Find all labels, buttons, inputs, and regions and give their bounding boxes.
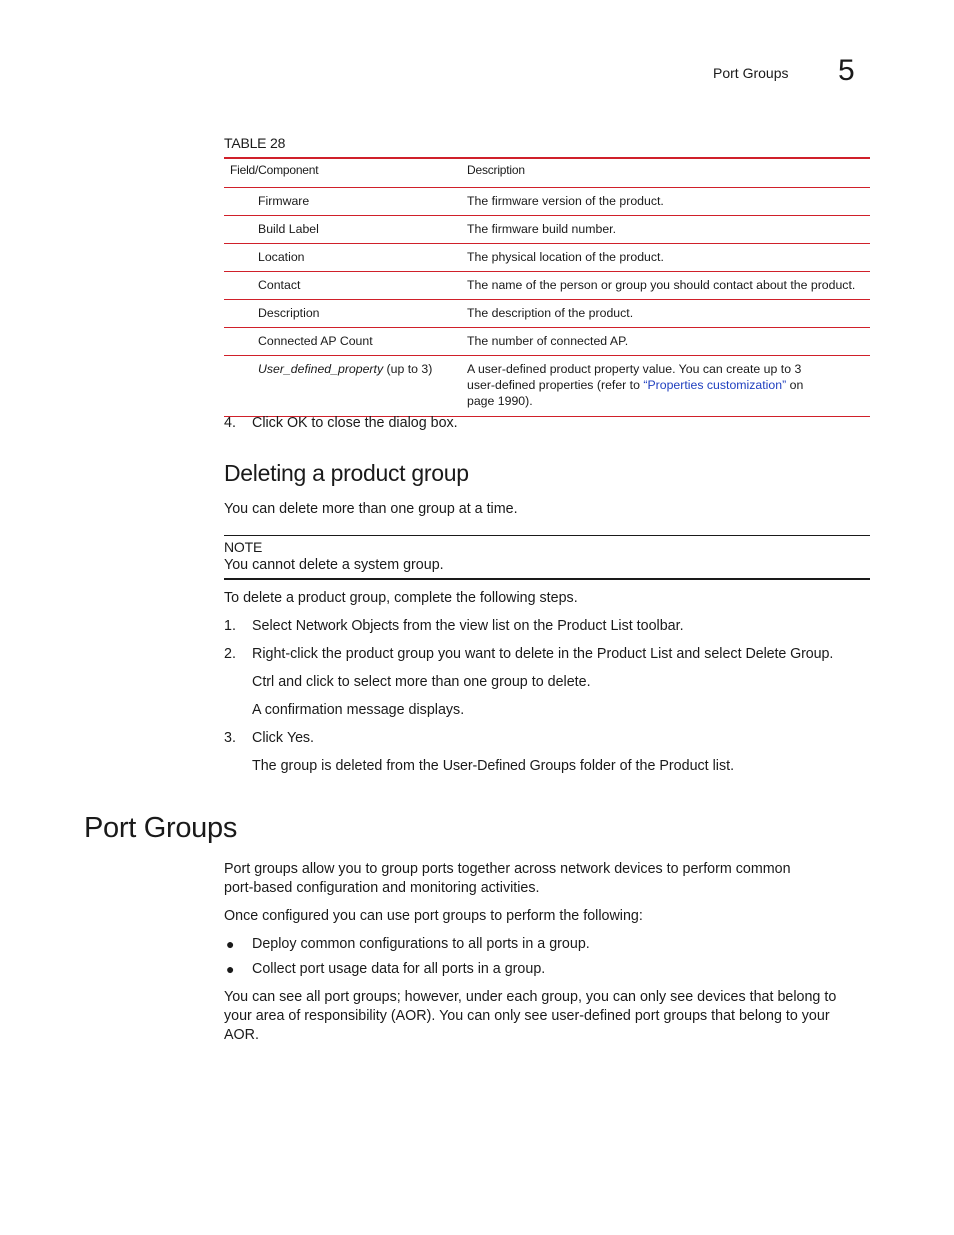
table-row [224, 328, 870, 356]
step-text [252, 729, 314, 748]
step-number: 3. [224, 730, 236, 746]
running-header-section: Port Groups [713, 65, 789, 81]
description-cell: The firmware version of the product. [461, 188, 870, 216]
bullet-icon: ● [226, 961, 235, 977]
paragraph-line: You can see all port groups; however, under each group, you can only see devices that belong to [224, 989, 837, 1005]
step-text-part: Select [252, 618, 296, 634]
field-cell: Description [224, 300, 461, 328]
step-text-part: from the view list on the Product List toolbar. [399, 618, 684, 634]
description-cell: The number of connected AP. [461, 328, 870, 356]
paragraph-line: port-based configuration and monitoring activities. [224, 880, 540, 896]
note-label: NOTE [224, 539, 263, 555]
table-caption: TABLE 28 [224, 135, 286, 151]
chapter-number: 5 [838, 54, 855, 87]
user-defined-groups-ui-label: User-Defined Groups [442, 758, 576, 774]
step-text-part: . [829, 646, 834, 662]
table-header-row [224, 158, 870, 188]
description-text: on [786, 378, 804, 392]
yes-ui-label: Yes [286, 730, 310, 746]
field-cell: Build Label [224, 216, 461, 244]
step-number: 2. [224, 646, 236, 662]
field-italic-text: User_defined_property [258, 362, 384, 376]
properties-customization-link[interactable]: “Properties customization” [643, 378, 787, 392]
delete-step-2-result: A confirmation message displays. [252, 702, 465, 718]
table-row [224, 300, 870, 328]
step-text-part: Right-click the product group you want to delete in the Product List and select [252, 646, 746, 662]
section-heading-port-groups: Port Groups [84, 812, 238, 844]
step-number: 4. [224, 415, 236, 431]
table-row [224, 356, 870, 417]
bullet-text: Deploy common configurations to all ports in a group. [252, 936, 590, 952]
properties-table [224, 157, 870, 417]
step-text [252, 645, 833, 664]
delete-step-2-note: Ctrl and click to select more than one group to delete. [252, 674, 591, 690]
bullet-icon: ● [226, 936, 235, 952]
ok-ui-label: OK [286, 415, 308, 431]
description-line: page 1990). [467, 394, 533, 408]
description-cell [461, 356, 870, 417]
step-text-part: folder of the Product list. [575, 758, 735, 774]
column-header-field: Field/Component [224, 158, 461, 188]
delete-step-3-result [252, 757, 734, 776]
paragraph-line: Port groups allow you to group ports together across network devices to perform common [224, 861, 791, 877]
step-number: 1. [224, 618, 236, 634]
paragraph-line: AOR. [224, 1027, 259, 1043]
port-groups-paragraph-2: Once configured you can use port groups to perform the following: [224, 908, 643, 924]
description-cell: The description of the product. [461, 300, 870, 328]
delete-lead: To delete a product group, complete the following steps. [224, 590, 578, 606]
step-text-part: . [309, 730, 314, 746]
delete-intro: You can delete more than one group at a time. [224, 501, 518, 517]
port-groups-paragraph-3 [224, 988, 836, 1045]
field-cell: Firmware [224, 188, 461, 216]
description-line: A user-defined product property value. You can create up to 3 [467, 362, 802, 376]
port-groups-paragraph-1 [224, 860, 791, 898]
column-header-description: Description [461, 158, 870, 188]
note-text: You cannot delete a system group. [224, 557, 444, 573]
table-row [224, 216, 870, 244]
description-text: user-defined properties (refer to [467, 378, 644, 392]
field-suffix-text: (up to 3) [383, 362, 433, 376]
step-text-part: Click [252, 415, 287, 431]
description-line [467, 377, 864, 393]
description-cell: The name of the person or group you should contact about the product. [461, 272, 870, 300]
step-text-part: Click [252, 730, 287, 746]
description-cell: The physical location of the product. [461, 244, 870, 272]
step-text-part: to close the dialog box. [307, 415, 458, 431]
bullet-text: Collect port usage data for all ports in a group. [252, 961, 546, 977]
delete-group-ui-label: Delete Group [745, 646, 830, 662]
field-cell: Location [224, 244, 461, 272]
section-heading-delete: Deleting a product group [224, 460, 469, 486]
note-box [224, 535, 870, 580]
table-row [224, 188, 870, 216]
paragraph-line: your area of responsibility (AOR). You can only see user-defined port groups that belong to your [224, 1008, 830, 1024]
table-row [224, 244, 870, 272]
description-cell: The firmware build number. [461, 216, 870, 244]
table-row [224, 272, 870, 300]
step-text [252, 414, 458, 433]
step-text [252, 617, 684, 636]
step-text-part: The group is deleted from the [252, 758, 443, 774]
field-cell: Contact [224, 272, 461, 300]
field-cell: Connected AP Count [224, 328, 461, 356]
field-cell [224, 356, 461, 417]
network-objects-ui-label: Network Objects [295, 618, 400, 634]
